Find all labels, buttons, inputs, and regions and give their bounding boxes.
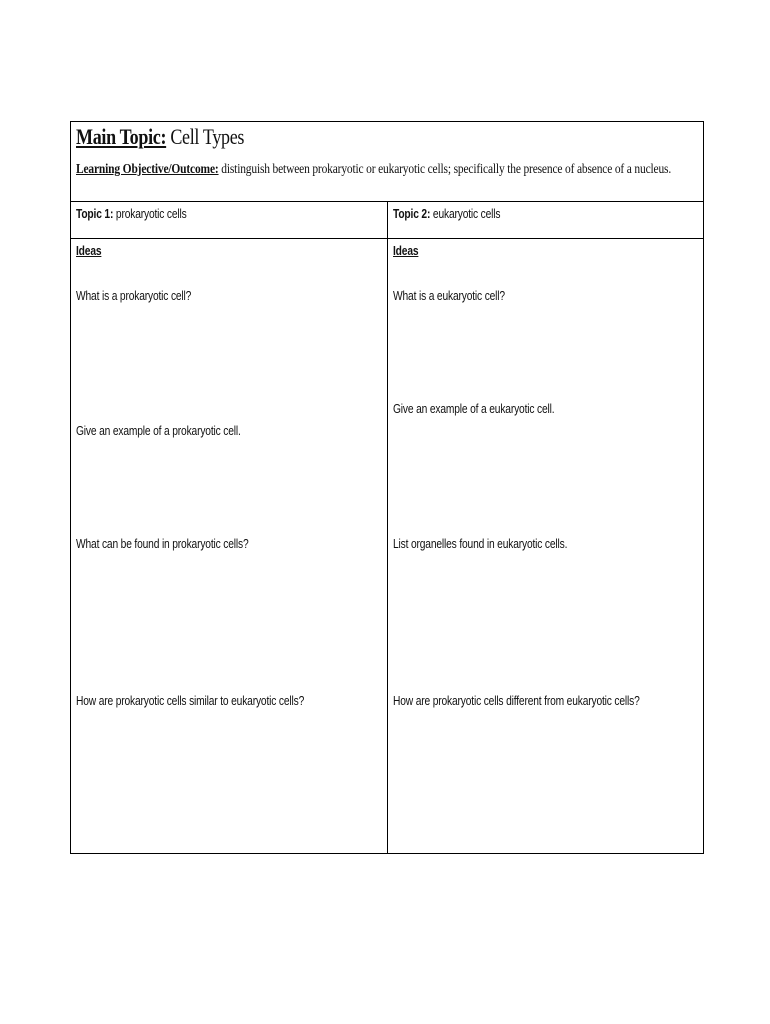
question-eukaryotic-example: Give an example of a eukaryotic cell. — [393, 402, 555, 416]
topic-2-label: Topic 2: — [393, 207, 431, 221]
question-eukaryotic-definition: What is a eukaryotic cell? — [393, 289, 505, 303]
learning-objective-label: Learning Objective/Outcome: — [76, 162, 219, 177]
question-prokaryotic-contents: What can be found in prokaryotic cells? — [76, 537, 249, 551]
topic-1-heading — [76, 207, 187, 221]
worksheet-header — [71, 122, 703, 202]
worksheet-table — [70, 121, 704, 854]
topic-2-value: eukaryotic cells — [430, 207, 501, 221]
main-topic-label: Main Topic: — [76, 124, 167, 149]
column-divider — [387, 201, 388, 853]
ideas-heading-1: Ideas — [76, 244, 102, 258]
topic-row-divider — [71, 238, 703, 239]
learning-objective — [76, 160, 683, 180]
question-differences: How are prokaryotic cells different from eukaryotic cells? — [393, 694, 640, 708]
learning-objective-text: distinguish between prokaryotic or eukaryotic cells; specifically the presence of absence of a nucleus. — [218, 162, 672, 177]
topic-1-value: prokaryotic cells — [113, 207, 187, 221]
main-topic — [76, 124, 244, 150]
topic-1-label: Topic 1: — [76, 207, 114, 221]
question-prokaryotic-definition: What is a prokaryotic cell? — [76, 289, 192, 303]
main-topic-value: Cell Types — [166, 124, 245, 149]
question-similarities: How are prokaryotic cells similar to eukaryotic cells? — [76, 694, 305, 708]
topic-2-heading — [393, 207, 500, 221]
ideas-heading-2: Ideas — [393, 244, 419, 258]
question-eukaryotic-organelles: List organelles found in eukaryotic cells. — [393, 537, 568, 551]
question-prokaryotic-example: Give an example of a prokaryotic cell. — [76, 424, 241, 438]
